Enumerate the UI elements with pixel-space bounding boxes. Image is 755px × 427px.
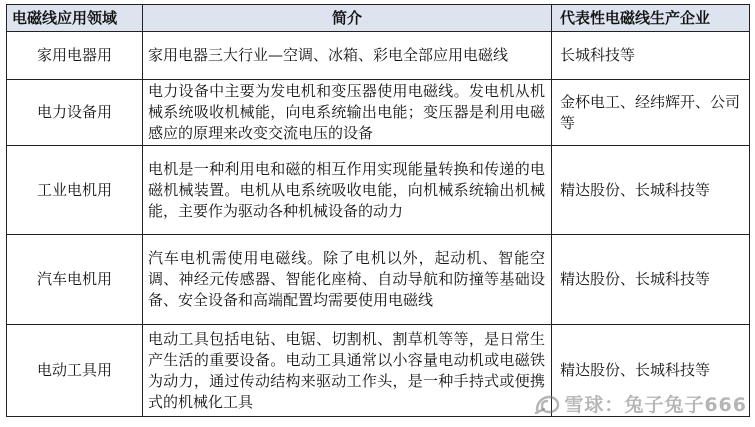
snowball-logo-icon xyxy=(534,393,560,415)
field-cell: 工业电机用 xyxy=(7,146,143,235)
companies-cell: 精达股份、长城科技等 xyxy=(552,235,750,325)
companies-cell: 精达股份、长城科技等 xyxy=(552,325,750,417)
table-header xyxy=(7,5,750,32)
intro-cell: 电力设备中主要为发电机和变压器使用电磁线。发电机从机械系统吸收机械能，向电系统输出电能；变压器是利用电磁感应的原理来改变交流电压的设备 xyxy=(143,80,552,146)
field-cell: 汽车电机用 xyxy=(7,235,143,325)
field-cell: 电力设备用 xyxy=(7,80,143,146)
applications-table xyxy=(6,4,750,417)
companies-cell: 金杯电工、经纬辉开、公司等 xyxy=(552,80,750,146)
field-cell: 家用电器用 xyxy=(7,32,143,80)
header-field: 电磁线应用领域 xyxy=(7,5,143,32)
watermark xyxy=(534,390,747,417)
watermark-text: 雪球：兔子兔子666 xyxy=(564,394,747,416)
table-row xyxy=(7,146,750,235)
companies-cell: 长城科技等 xyxy=(552,32,750,80)
header-row xyxy=(7,5,750,32)
field-cell: 电动工具用 xyxy=(7,325,143,417)
header-intro: 简介 xyxy=(143,5,552,32)
table-row xyxy=(7,32,750,80)
intro-cell: 汽车电机需使用电磁线。除了电机以外，起动机、智能空调、神经元传感器、智能化座椅、自动导航和防撞等基础设备、安全设备和高端配置均需要使用电磁线 xyxy=(143,235,552,325)
header-companies: 代表性电磁线生产企业 xyxy=(552,5,750,32)
companies-cell: 精达股份、长城科技等 xyxy=(552,146,750,235)
table-body xyxy=(7,32,750,417)
table-row xyxy=(7,80,750,146)
intro-cell: 电机是一种利用电和磁的相互作用实现能量转换和传递的电磁机械装置。电机从电系统吸收电能，向机械系统输出机械能，主要作为驱动各种机械设备的动力 xyxy=(143,146,552,235)
table-row xyxy=(7,235,750,325)
intro-cell: 电动工具包括电钻、电锯、切割机、割草机等等，是日常生产生活的重要设备。电动工具通常以小容量电动机或电磁铁为动力，通过传动结构来驱动工作头，是一种手持式或便携式的机械化工具 xyxy=(143,325,552,417)
intro-cell: 家用电器三大行业—空调、冰箱、彩电全部应用电磁线 xyxy=(143,32,552,80)
